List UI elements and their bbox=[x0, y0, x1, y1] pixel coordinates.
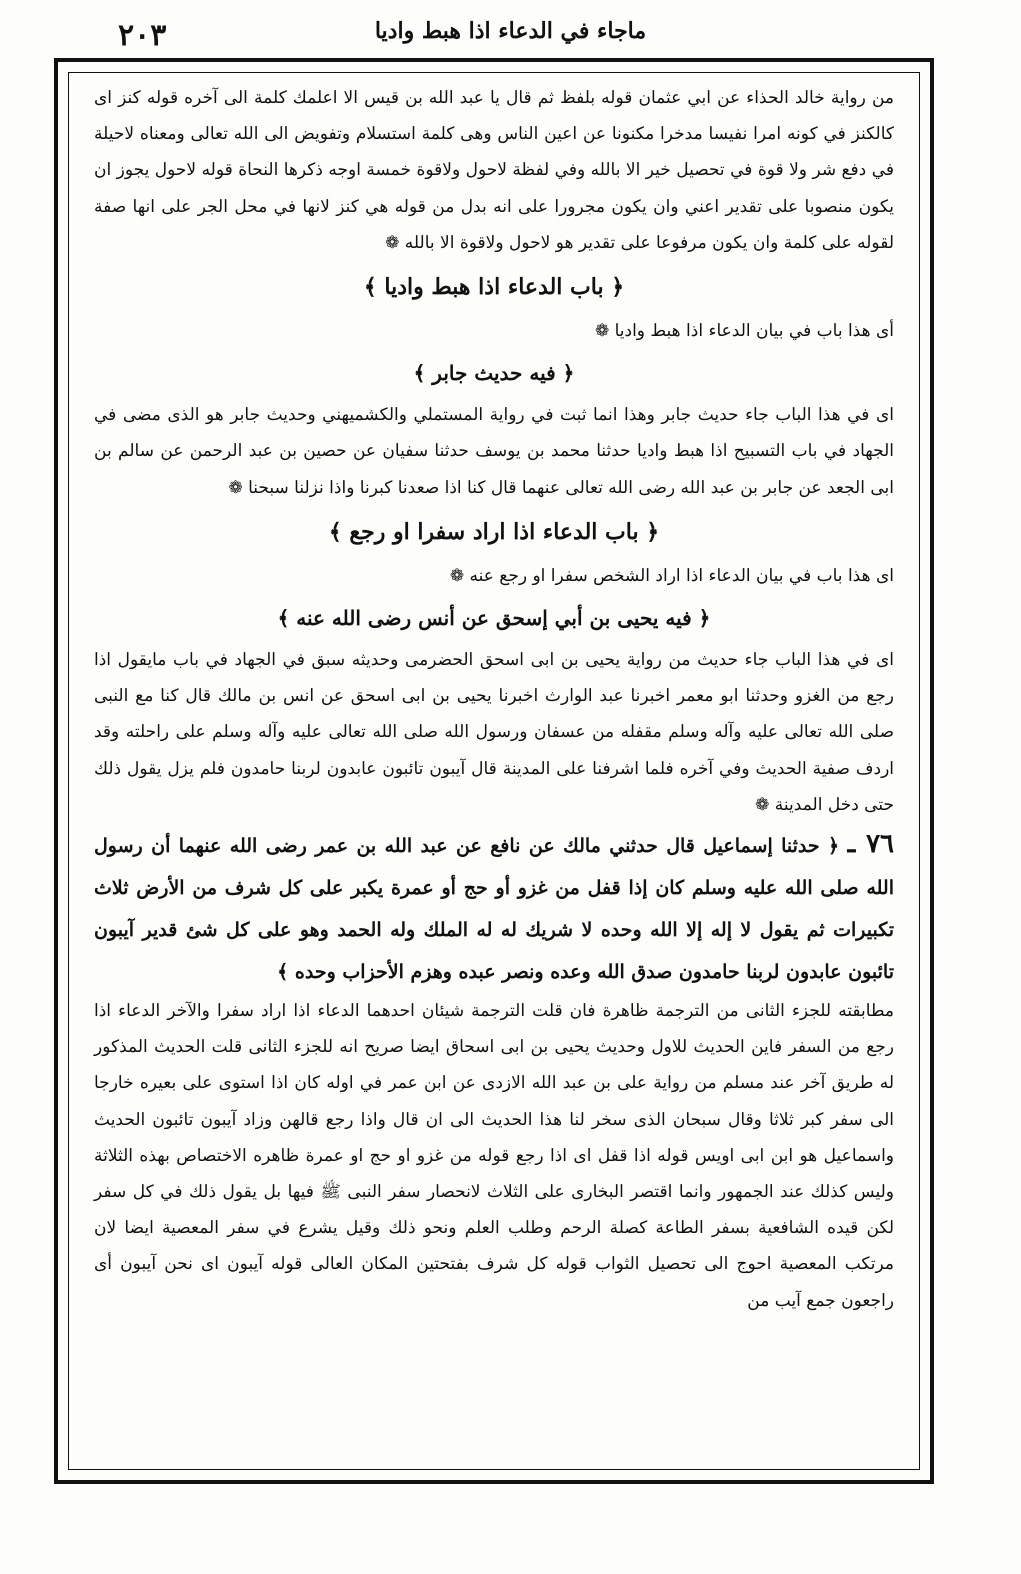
commentary-paragraph: اى في هذا الباب جاء حديث جابر وهذا انما ثبت في رواية المستملي والكشميهني وحديث جابر هو الذى مضى في الجهاد في باب التسبيح اذا هبط واديا حدثنا محمد بن يوسف حدثنا سفيان عن حصين بن عبد الرحمن عن سالم بن ابى الجعد عن جابر بن عبد الله رضى الله تعالى عنهما قال كنا اذا صعدنا كبرنا واذا نزلنا سبحنا ❁ bbox=[94, 405, 894, 498]
page-header bbox=[40, 8, 981, 52]
running-title: ماجاء في الدعاء اذا هبط واديا bbox=[374, 18, 647, 44]
commentary-paragraph: اى في هذا الباب جاء حديث من رواية يحيى بن ابى اسحق الحضرمى وحديثه سبق في الجهاد في باب مايقول اذا رجع من الغزو وحدثنا ابو معمر اخبرنا عبد الوارث اخبرنا يحيى بن ابى اسحق عن انس بن مالك قال كنا مع النبى صلى الله تعالى عليه وآله وسلم مقفله من عسفان ورسول الله صلى الله تعالى عليه وآله وسلم على راحلته وقد اردف صفية الحديث وفي آخره فلما اشرفنا على المدينة قال آيبون تائبون عابدون لربنا حامدون فلم يزل يقول ذلك حتى دخل المدينة ❁ bbox=[94, 650, 894, 815]
section-subheading: ﴿ فيه حديث جابر ﴾ bbox=[413, 361, 575, 386]
commentary-paragraph: مطابقته للجزء الثانى من الترجمة ظاهرة فان قلت الترجمة شيئان احدهما الدعاء اذا اراد سفرا والآخر الدعاء اذا رجع من السفر فاين الحديث للاول وحديث يحيى بن ابى اسحاق ايضا صريح انه للجزء الثانى قلت الحديث المذكور له طريق آخر عند مسلم من رواية على بن عبد الله الازدى عن ابن عمر في اوله كان اذا استوى على بعيره خارجا الى سفر كبر ثلاثا وقال سبحان الذى سخر لنا هذا الحديث الى ان قال واذا رجع قالهن وزاد آيبون تائبون الحديث واسماعيل هو ابن ابى اويس قوله اذا قفل اى اذا رجع قوله من غزو او حج او عمرة ظاهره الاختصاص بهذه الثلاثة وليس كذلك عند الجمهور وانما اقتصر البخارى على الثلاث لانحصار سفر النبى ﷺ فيها بل يقول ذلك في كل سفر لكن قيده الشافعية بسفر الطاعة كصلة الرحم وطلب العلم ونحو ذلك وقيل يشرع في سفر المعصية ايضا لان مرتكب المعصية احوج الى تحصيل الثواب قوله كل شرف بفتحتين المكان العالى قوله آيبون اى نحن آيبون أى راجعون جمع آيب من bbox=[94, 1001, 894, 1311]
section-subheading: ﴿ فيه يحيى بن أبي إسحق عن أنس رضى الله عنه ﴾ bbox=[277, 606, 711, 631]
hadith-text bbox=[94, 823, 894, 993]
chapter-heading: ﴿ باب الدعاء اذا هبط واديا ﴾ bbox=[363, 274, 625, 301]
commentary-paragraph: من رواية خالد الحذاء عن ابي عثمان قوله بلفظ ثم قال يا عبد الله بن قيس الا اعلمك كلمة الى آخره قوله كنز اى كالكنز في كونه امرا نفيسا مدخرا مكنونا عن اعين الناس وهى كلمة استسلام وتفويض الى الله تعالى ومعناه لاحيلة في دفع شر ولا قوة في تحصيل خير الا بالله وفي لفظة لاحول ولاقوة خمسة اوجه ذكرها النحاة قوله لاحول يجوز ان يكون منصوبا على تقدير اعني وان يكون مجرورا على انه بدل من قوله هي كنز لانها في محل الجر على انها صفة لقوله على كلمة وان يكون مرفوعا على تقدير هو لاحول ولاقوة الا بالله ❁ bbox=[94, 88, 894, 253]
page-frame bbox=[54, 58, 934, 1484]
hadith-number: ٧٦ ـ bbox=[847, 829, 894, 860]
chapter-heading: ﴿ باب الدعاء اذا اراد سفرا او رجع ﴾ bbox=[328, 518, 660, 545]
page-body bbox=[94, 80, 894, 1319]
heading-gloss: اى هذا باب في بيان الدعاء اذا اراد الشخص سفرا او رجع عنه ❁ bbox=[449, 565, 894, 586]
hadith-body: ﴿ حدثنا إسماعيل قال حدثني مالك عن نافع عن عبد الله بن عمر رضى الله عنهما أن رسول الله صلى الله عليه وسلم كان إذا قفل من غزو أو حج أو عمرة يكبر على كل شرف من الأرض ثلاث تكبيرات ثم يقول لا إله إلا الله وحده لا شريك له له الملك وله الحمد وهو على كل شئ قدير آيبون تائبون عابدون لربنا حامدون صدق الله وعده ونصر عبده وهزم الأحزاب وحده ﴾ bbox=[94, 835, 894, 984]
heading-gloss: أى هذا باب في بيان الدعاء اذا هبط واديا ❁ bbox=[594, 321, 894, 342]
page-number: ٢٠٣ bbox=[118, 18, 167, 53]
